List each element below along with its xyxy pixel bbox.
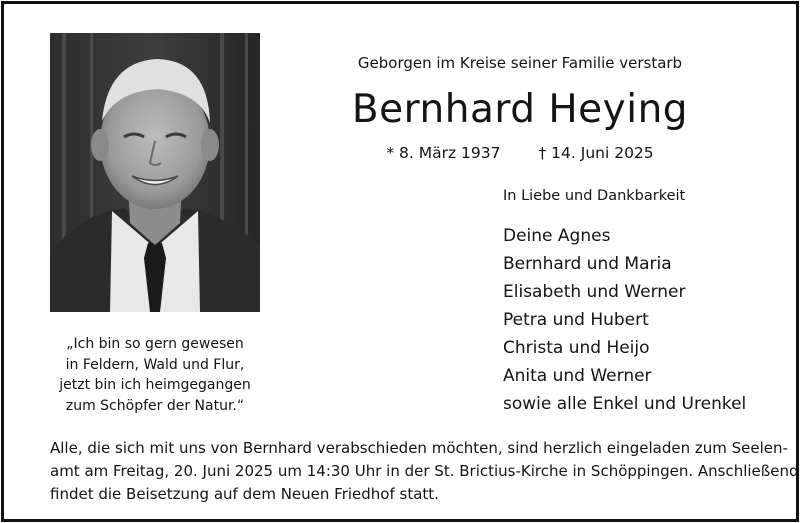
poem-line: in Feldern, Wald und Flur,: [65, 356, 245, 373]
family-member: sowie alle Enkel und Urenkel: [503, 394, 747, 414]
family-list: [503, 222, 746, 418]
poem-line: jetzt bin ich heimgegangen: [59, 377, 251, 393]
family-member: Anita und Werner: [503, 366, 652, 386]
dedication: In Liebe und Dankbarkeit: [503, 188, 686, 204]
notice-line: Alle, die sich mit uns von Bernhard verabschieden möchten, sind herzlich eingeladen zum Seelen-: [50, 439, 788, 457]
poem-line: zum Schöpfer der Natur.“: [65, 397, 245, 414]
death-date: † 14. Juni 2025: [538, 144, 654, 162]
portrait-photo: [50, 33, 260, 312]
notice-line: findet die Beisetzung auf dem Neuen Friedhof statt.: [50, 485, 439, 503]
poem-line: „Ich bin so gern gewesen: [66, 336, 244, 352]
funeral-notice: [50, 437, 799, 506]
family-member: Elisabeth und Werner: [503, 282, 686, 302]
intro-text: Geborgen im Kreise seiner Familie verstarb: [357, 54, 683, 72]
family-member: Bernhard und Maria: [503, 254, 672, 274]
notice-line: amt am Freitag, 20. Juni 2025 um 14:30 Uhr in der St. Brictius-Kirche in Schöppingen. Anschließend: [50, 462, 799, 480]
birth-date: * 8. März 1937: [386, 144, 501, 162]
family-member: Christa und Heijo: [503, 338, 650, 358]
deceased-name: Bernhard Heying: [351, 87, 689, 132]
life-dates: [320, 144, 720, 162]
family-member: Deine Agnes: [503, 226, 611, 246]
poem: [50, 334, 260, 416]
family-member: Petra und Hubert: [503, 310, 649, 330]
obituary-card: [1, 1, 799, 522]
